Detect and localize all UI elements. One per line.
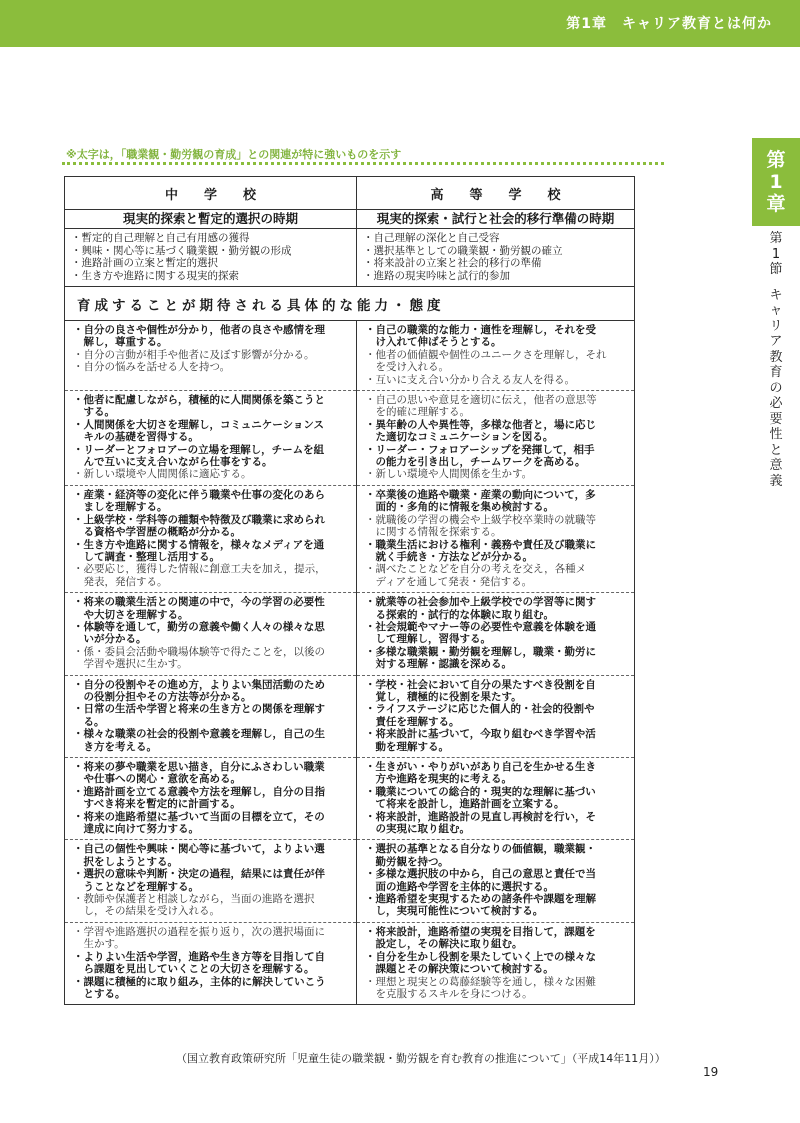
tasks-high-school xyxy=(357,229,635,287)
high-school-cell xyxy=(357,486,635,593)
ability-line: して調査・整理し活用する。 xyxy=(73,550,220,563)
ability-row xyxy=(65,321,635,391)
tasks-junior-high xyxy=(65,229,357,287)
ability-line: 達成に向けて努力する。 xyxy=(73,823,199,836)
ability-line: ・調べたことなどを自分の考えを交え，各種メ xyxy=(365,563,587,576)
section-label-char: 必 xyxy=(769,396,783,411)
task-item: ・将来設計の立案と社会的移行の準備 xyxy=(363,257,542,269)
ability-line: を受け入れる。 xyxy=(365,361,449,374)
high-school-cell xyxy=(357,758,635,840)
ability-line: ・係・委員会活動や職場体験等で得たことを，以後の xyxy=(73,645,325,658)
ability-row xyxy=(65,840,635,922)
ability-line: け入れて伸ばそうとする。 xyxy=(365,336,502,349)
ability-line: ・多様な職業観・勤労観を理解し，職業・勤労に xyxy=(365,645,596,658)
ability-line: ・上級学校・学科等の種類や特徴及び職業に求められ xyxy=(73,513,325,526)
ability-line: ・社会規範やマナー等の必要性や意義を体験を通 xyxy=(365,620,596,633)
ability-line: 設定し，その解決に取り組む。 xyxy=(365,938,523,951)
ability-line: ・進路計画を立てる意義や方法を理解し，自分の目指 xyxy=(73,785,325,798)
task-item: ・暫定的自己理解と自己有用感の獲得 xyxy=(71,232,250,244)
ability-line: んで互いに支え合いながら仕事をする。 xyxy=(73,456,273,469)
task-item: ・進路計画の立案と暫定的選択 xyxy=(71,257,218,269)
ability-line: する。 xyxy=(73,406,115,419)
section-label-char: 意 xyxy=(769,458,783,473)
ability-line: 課題とその解決策について検討する。 xyxy=(365,963,554,976)
ability-line: 面的・多角的に情報を集め検討する。 xyxy=(365,501,554,514)
ability-line: た適切なコミュニケーションを図る。 xyxy=(365,431,554,444)
ability-line: すべき将来を暫定的に計画する。 xyxy=(73,798,241,811)
ability-row xyxy=(65,391,635,485)
dotted-divider xyxy=(62,162,664,165)
ability-line: を克服するスキルを身につける。 xyxy=(365,987,533,1000)
junior-high-cell xyxy=(65,758,357,840)
ability-line: 択をしようとする。 xyxy=(73,855,178,868)
ability-line: いが分かる。 xyxy=(73,633,147,646)
section-label-char: キ xyxy=(769,287,783,303)
ability-line: 勤労観を持つ。 xyxy=(365,855,449,868)
ability-line: ら課題を見出していくことの大切さを理解する。 xyxy=(73,963,315,976)
ability-line: 解し，尊重する。 xyxy=(73,336,168,349)
ability-line: ディアを通して発表・発信する。 xyxy=(365,575,533,588)
ability-line: や仕事への関心・意欲を高める。 xyxy=(73,773,241,786)
section-label-char: 育 xyxy=(769,365,783,380)
ability-line: して理解し，習得する。 xyxy=(365,633,491,646)
ability-line: ・将来の進路希望に基づいて当面の目標を立て，その xyxy=(73,810,325,823)
junior-high-cell xyxy=(65,923,357,1005)
ability-line: ・理想と現実との葛藤経験等を通し，様々な困難 xyxy=(365,975,596,988)
ability-line: ・自分の良さや個性が分かり，他者の良さや感情を理 xyxy=(73,324,325,336)
ability-line: ・体験等を通して，勤労の意義や働く人々の様々な思 xyxy=(73,620,325,633)
task-item: ・興味・関心等に基づく職業観・勤労観の形成 xyxy=(71,244,292,257)
high-school-cell xyxy=(357,676,635,758)
ability-line: ・他者の価値観や個性のユニークさを理解し，それ xyxy=(365,348,607,361)
high-school-cell xyxy=(357,391,635,485)
career-development-table xyxy=(64,176,635,1005)
ability-line: ・職業生活における権利・義務や責任及び職業に xyxy=(365,538,596,551)
ability-line: ・自己の職業的な能力・適性を理解し，それを受 xyxy=(365,324,596,336)
ability-line: ・卒業後の進路や職業・産業の動向について，多 xyxy=(365,488,596,501)
ability-line: ・学習や進路選択の過程を振り返り，次の選択場面に xyxy=(73,925,325,938)
ability-line: し，実現可能性について検討する。 xyxy=(365,905,544,918)
ability-line: し，その結果を受け入れる。 xyxy=(73,905,220,918)
ability-line: ・自己の個性や興味・関心等に基づいて，よりよい選 xyxy=(73,843,325,856)
chapter-header-bar xyxy=(0,0,800,47)
ability-line: 覚し，積極的に役割を果たす。 xyxy=(365,690,522,703)
ability-row xyxy=(65,593,635,675)
ability-line: ・互いに支え合い分かり合える友人を得る。 xyxy=(365,373,575,386)
period-junior-high: 現実的探索と暫定的選択の時期 xyxy=(65,210,357,229)
task-item: ・自己理解の深化と自己受容 xyxy=(363,232,500,244)
ability-line: 学習や選択に生かす。 xyxy=(73,658,188,671)
ability-line: ましを理解する。 xyxy=(73,501,168,514)
ability-line: ・職業についての総合的・現実的な理解に基づい xyxy=(365,785,596,798)
section-side-label xyxy=(752,232,800,490)
ability-line: 方や進路を現実的に考える。 xyxy=(365,773,512,786)
ability-line: ・生きがい・やりがいがあり自己を生かせる生き xyxy=(365,761,596,773)
junior-high-cell xyxy=(65,321,357,391)
section-label-char: ャ xyxy=(769,303,783,318)
section-label-char: 教 xyxy=(769,349,783,365)
ability-line: ・異年齢の人や異性等，多様な他者と，場に応じ xyxy=(365,418,596,431)
ability-line: に関する情報を探索する。 xyxy=(365,526,502,539)
ability-line: ・ライフステージに応じた個人的・社会的役割や xyxy=(365,703,595,716)
page-number: 19 xyxy=(703,1065,719,1079)
ability-line: ・自分の悩みを話せる人を持つ。 xyxy=(73,361,231,374)
high-school-cell xyxy=(357,593,635,675)
junior-high-cell xyxy=(65,593,357,675)
ability-line: 発表，発信する。 xyxy=(73,575,168,588)
ability-row xyxy=(65,486,635,593)
ability-line: ・リーダー・フォロアーシップを発揮して，相手 xyxy=(365,443,595,456)
task-item: ・選択基準としての職業観・勤労観の確立 xyxy=(363,244,563,257)
ability-line: を的確に理解する。 xyxy=(365,406,470,419)
section-label-char: 義 xyxy=(769,473,783,489)
junior-high-cell xyxy=(65,391,357,485)
chapter-tab-char: 章 xyxy=(766,193,786,215)
junior-high-cell xyxy=(65,676,357,758)
ability-line: ・教師や保護者と相談しながら，当面の進路を選択 xyxy=(73,893,315,906)
section-label-char xyxy=(769,279,782,289)
ability-line: ・就職後の学習の機会や上級学校卒業時の就職等 xyxy=(365,513,596,526)
ability-line: キルの基礎を習得する。 xyxy=(73,431,199,444)
ability-line: ・多様な選択肢の中から，自己の意思と責任で当 xyxy=(365,868,596,881)
section-label-char: と xyxy=(769,442,783,458)
ability-line: ・将来設計，進路設計の見直し再検討を行い，そ xyxy=(365,810,596,823)
ability-line: ・必要応じ，獲得した情報に創意工夫を加え，提示， xyxy=(73,563,326,576)
ability-line: ・自分を生かし役割を果たしていく上での様々な xyxy=(365,950,596,963)
ability-line: ・就業等の社会参加や上級学校での学習等に関す xyxy=(365,596,596,609)
ability-line: て将来を設計し，進路計画を立案する。 xyxy=(365,798,565,811)
ability-line: の能力を引き出し，チームワークを高める。 xyxy=(365,456,586,469)
period-high-school: 現実的探索・試行と社会的移行準備の時期 xyxy=(357,210,635,229)
section-label-char: リ xyxy=(769,318,783,334)
column-header-high-school: 高 等 学 校 xyxy=(357,177,635,210)
section-label-char: ア xyxy=(769,334,783,349)
junior-high-cell xyxy=(65,840,357,922)
high-school-cell xyxy=(357,321,635,391)
ability-line: ・課題に積極的に取り組み，主体的に解決していこう xyxy=(73,975,326,988)
ability-line: ・自分の言動が相手や他者に及ぼす影響が分かる。 xyxy=(73,348,315,361)
ability-line: ・将来設計に基づいて，今取り組むべき学習や活 xyxy=(365,728,596,741)
ability-row xyxy=(65,758,635,840)
ability-line: ・進路希望を実現するための諸条件や課題を理解 xyxy=(365,893,596,906)
section-label-char: 要 xyxy=(769,411,783,427)
ability-line: ・自己の思いや意見を適切に伝え，他者の意思等 xyxy=(365,394,597,407)
ability-row xyxy=(65,676,635,758)
chapter-tab-char: 1 xyxy=(769,171,783,193)
chapter-title: 第1章 キャリア教育とは何か xyxy=(566,16,772,32)
ability-line: ・産業・経済等の変化に伴う職業や仕事の変化のあら xyxy=(73,488,325,501)
ability-line: ・生き方や進路に関する情報を，様々なメディアを通 xyxy=(73,538,325,551)
ability-row xyxy=(65,923,635,1005)
section-label-char: 節 xyxy=(769,262,783,277)
ability-line: ・学校・社会において自分の果たすべき役割を自 xyxy=(365,678,596,691)
source-citation: （国立教育政策研究所「児童生徒の職業観・勤労観を育む教育の推進について」（平成14年11月）） xyxy=(176,1052,666,1065)
ability-line: 動を理解する。 xyxy=(365,740,449,753)
ability-line: 対する理解・認識を深める。 xyxy=(365,658,512,671)
chapter-tab-char: 第 xyxy=(766,149,786,171)
ability-line: ・自分の役割やその進め方，よりよい集団活動のため xyxy=(73,678,325,691)
column-header-junior-high: 中 学 校 xyxy=(65,177,357,210)
section-heading: 育成することが期待される具体的な能力・態度 xyxy=(65,287,635,321)
ability-line: や大切さを理解する。 xyxy=(73,608,189,621)
section-label-char: 性 xyxy=(769,427,783,442)
ability-line: ・将来の職業生活との関連の中で，今の学習の必要性 xyxy=(73,596,325,609)
ability-line: る。 xyxy=(73,715,105,728)
ability-line: ・新しい環境や人間関係に適応する。 xyxy=(73,468,252,481)
ability-line: る資格や学習歴の概略が分かる。 xyxy=(73,526,241,539)
ability-line: 生かす。 xyxy=(73,938,125,951)
high-school-cell xyxy=(357,840,635,922)
section-label-char: の xyxy=(769,380,783,396)
bold-text-note: ※太字は，「職業観・勤労観の育成」との関連が特に強いものを示す xyxy=(66,148,402,161)
ability-line: き方を考える。 xyxy=(73,740,157,753)
ability-line: ・よりよい生活や学習，進路や生き方等を目指して自 xyxy=(73,950,325,963)
task-item: ・生き方や進路に関する現実的探索 xyxy=(71,269,239,282)
ability-line: ・日常の生活や学習と将来の生き方との関係を理解す xyxy=(73,703,325,716)
ability-line: 就く手続き・方法などが分かる。 xyxy=(365,550,533,563)
ability-line: うことなどを理解する。 xyxy=(73,880,199,893)
ability-line: る探索的・試行的な体験に取り組む。 xyxy=(365,608,554,621)
ability-line: ・様々な職業の社会的役割や意義を理解し，自己の生 xyxy=(73,728,325,741)
junior-high-cell xyxy=(65,486,357,593)
ability-line: 責任を理解する。 xyxy=(365,715,460,728)
section-label-char: 第 xyxy=(769,231,783,246)
ability-line: ・将来の夢や職業を思い描き，自分にふさわしい職業 xyxy=(73,761,325,773)
ability-line: ・選択の意味や判断・決定の過程，結果には責任が伴 xyxy=(73,868,325,881)
task-item: ・進路の現実吟味と試行的参加 xyxy=(363,269,510,282)
ability-line: の実現に取り組む。 xyxy=(365,823,470,836)
ability-line: ・リーダーとフォロアーの立場を理解し，チームを組 xyxy=(73,443,325,456)
ability-line: ・他者に配慮しながら，積極的に人間関係を築こうと xyxy=(73,394,325,407)
section-label-char: 1 xyxy=(771,246,781,262)
ability-line: ・新しい環境や人間関係を生かす。 xyxy=(365,468,533,481)
ability-line: ・将来設計，進路希望の実現を目指して，課題を xyxy=(365,925,596,938)
ability-line: 面の進路や学習を主体的に選択する。 xyxy=(365,880,554,893)
ability-line: ・選択の基準となる自分なりの価値観，職業観・ xyxy=(365,843,596,856)
high-school-cell xyxy=(357,923,635,1005)
ability-line: の役割分担やその方法等が分かる。 xyxy=(73,690,252,703)
ability-line: とする。 xyxy=(73,987,126,1000)
chapter-side-tab xyxy=(752,138,800,226)
ability-line: ・人間関係を大切さを理解し，コミュニケーションス xyxy=(73,418,325,431)
